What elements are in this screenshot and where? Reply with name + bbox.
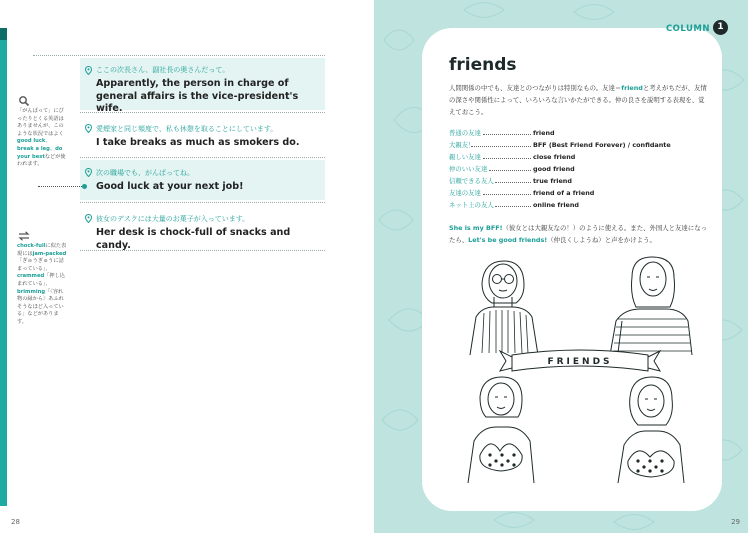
vocab-english: true friend [533,177,572,185]
location-pin-icon [85,168,92,177]
woman-striped-top-drawing [610,257,692,355]
sidenote-leader-line [38,186,84,187]
sidenote-chock-full: chock-fullに似た表現にはjam-packed「ぎゅうぎゅうに詰まっている」、crammed「押し込まれている」、brimming「〈容れ物の縁から〉あふれそうなほど入っている」などがあります。 [17,243,67,325]
usage-example-paragraph: She is my BFF!（彼女とは大親友なの！）のように使える。また、外国人と友達になったら、Let's be good friends!（仲良くしようね）と声をかけよう。 [449,224,707,244]
friends-illustration [460,255,700,485]
vocab-english: friend [533,129,555,137]
vocab-japanese: 仲のいい友達 [449,165,488,173]
leader-dot [82,184,87,189]
location-pin-icon [85,124,92,133]
vocab-japanese: 信頼できる友人 [449,177,494,185]
woman-holding-pouch-left-drawing [468,377,534,483]
vocab-leader [495,206,531,207]
entry-japanese: 次の職場でも、がんばってね。 [96,169,194,177]
vocab-english: good friend [533,165,575,173]
sidenote-good-luck: 「がんばって」にぴったりとくる英語はありませんが、このような状況ではよくgood luck、break a leg、do your bestなどが使われます。 [17,108,66,168]
vocab-japanese: 普通の友達 [449,129,481,137]
phrase-entry [80,58,325,114]
entry-background [80,160,325,200]
woman-holding-pouch-right-drawing [618,377,684,483]
phrase-entry [80,160,325,200]
location-pin-icon [85,214,92,223]
banner-text: FRIENDS [547,357,613,367]
vocab-english: BFF (Best Friend Forever) / confidante [533,141,671,149]
woman-with-glasses-drawing [470,261,538,355]
vocab-english: close friend [533,153,576,161]
intro-paragraph: 人間関係の中でも、友達とのつながりは特別なもの。友達＝friendと考えがちだが、友情の深さや関係性によって、いろいろな言いかたができる。仲の良さを説明する表現を、覚えておこう。 [449,84,707,116]
entry-english: Her desk is chock-full of snacks and candy. [96,227,291,251]
vocab-japanese: 友達の友達 [449,189,481,197]
entry-english: Good luck at your next job! [96,181,244,192]
entry-english: Apparently, the person in charge of general affairs is the vice-president's wife. [96,78,299,114]
magnifier-icon [18,95,30,107]
entry-english: I take breaks as much as smokers do. [96,137,300,148]
location-pin-icon [85,66,92,75]
vocab-japanese: ネット上の友人 [449,201,494,209]
page-number: 29 [731,518,740,526]
separator [33,55,325,56]
page-number: 28 [11,518,20,526]
entry-japanese: 愛煙家と同じ頻度で、私も休憩を取ることにしています。 [96,125,278,133]
vocab-leader [495,182,531,183]
entry-japanese: ここの次長さん、副社長の奥さんだって。 [96,66,230,74]
separator [80,202,325,203]
vocab-japanese: 親しい友達 [449,153,481,161]
synonym-arrows-icon [18,230,30,242]
vocab-leader [471,146,531,147]
column-title: friends [449,55,517,75]
phrase-entry [80,115,325,155]
vocab-english: online friend [533,201,580,209]
vocab-japanese: 大親友！ [449,141,475,149]
column-number-badge: 1 [713,20,728,35]
vocab-leader [489,170,531,171]
left-edge-bar [0,28,7,506]
vocab-english: friend of a friend [533,189,595,197]
right-page [374,0,748,533]
vocab-leader [483,158,531,159]
separator [80,157,325,158]
vocab-leader [483,194,531,195]
entry-japanese: 彼女のデスクには大量のお菓子が入っています。 [96,215,250,223]
vocab-leader [483,134,531,135]
left-edge-tab [0,28,7,40]
phrase-entry [80,205,325,251]
column-label: COLUMN [665,24,710,34]
